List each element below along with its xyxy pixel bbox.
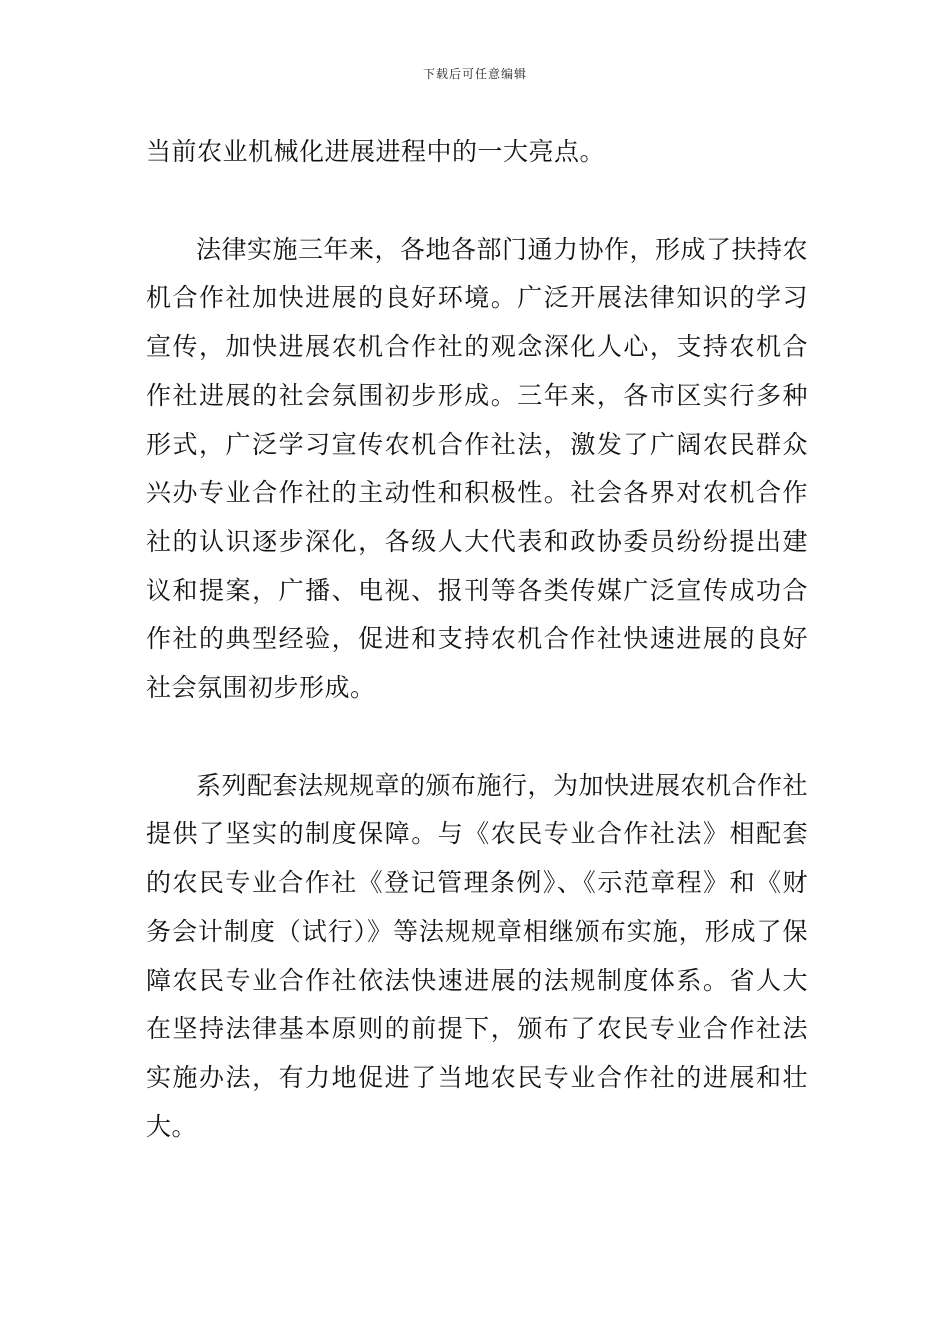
page-header-note: 下载后可任意编辑 xyxy=(422,67,527,81)
paragraph-law-implementation: 法律实施三年来，各地各部门通力协作，形成了扶持农机合作社加快进展的良好环境。广泛开展法律知识的学习宣传，加快进展农机合作社的观念深化人心，支持农机合作社进展的社会氛围初步形成。三年来，各市区实行多种形式，广泛学习宣传农机合作社法，激发了广阔农民群众兴办专业合作社的主动性和积极性。社会各界对农机合作社的认识逐步深化，各级人大代表和政协委员纷纷提出建议和提案，广播、电视、报刊等各类传媒广泛宣传成功合作社的典型经验，促进和支持农机合作社快速进展的良好社会氛围初步形成。 xyxy=(146,234,809,703)
document-body xyxy=(146,128,808,1151)
paragraph-continuation: 当前农业机械化进展进程中的一大亮点。 xyxy=(146,137,606,166)
paragraph-supporting-regulations: 系列配套法规规章的颁布施行，为加快进展农机合作社提供了坚实的制度保障。与《农民专业合作社法》相配套的农民专业合作社《登记管理条例》、《示范章程》和《财务会计制度（试行）》等法规规章相继颁布实施，形成了保障农民专业合作社依法快速进展的法规制度体系。省人大在坚持法律基本原则的前提下，颁布了农民专业合作社法实施办法，有力地促进了当地农民专业合作社的进展和壮大。 xyxy=(146,770,809,1141)
